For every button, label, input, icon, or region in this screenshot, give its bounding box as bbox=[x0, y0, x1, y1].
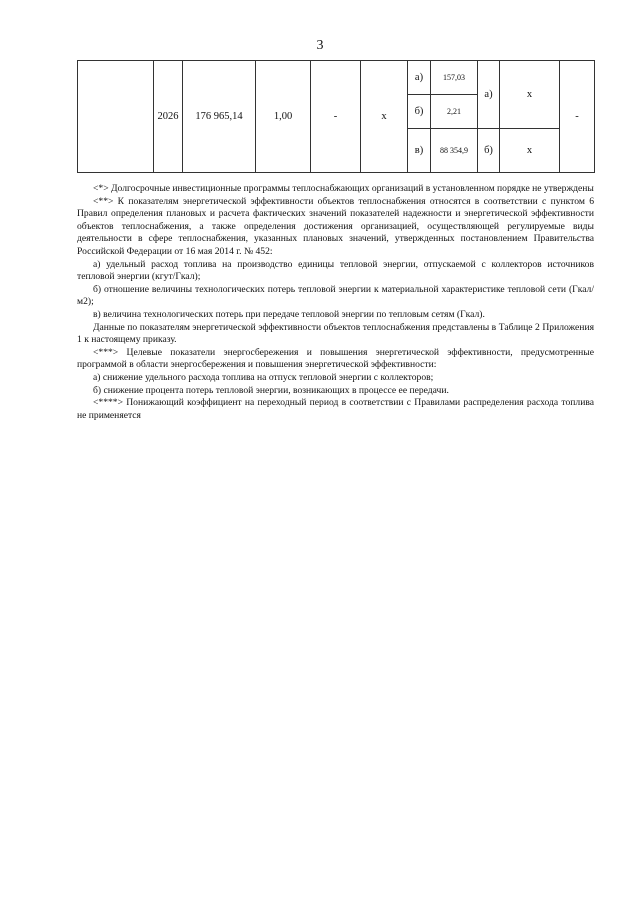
sub-value-v: 88 354,9 bbox=[431, 129, 478, 173]
note-4: <****> Понижающий коэффициент на переходный период в соответствии с Правилами распределения расхода топлива не применяется bbox=[77, 397, 594, 421]
last-col-cell: - bbox=[560, 61, 595, 173]
note-2c: в) величина технологических потерь при передаче тепловой энергии по тепловым сетям (Гкал). bbox=[93, 308, 485, 320]
sub-letter-b: б) bbox=[408, 95, 431, 129]
note-2-data: Данные по показателям энергетической эффективности объектов теплоснабжения представлены в Таблице 2 Приложения 1 к настоящему приказу. bbox=[77, 321, 594, 346]
page-number: 3 bbox=[316, 38, 324, 53]
sub-value-a: 157,03 bbox=[431, 61, 478, 95]
coefficient-cell: 1,00 bbox=[256, 61, 311, 173]
dash-cell: - bbox=[311, 61, 361, 173]
right-letter-b: б) bbox=[478, 129, 500, 173]
year-cell: 2026 bbox=[154, 61, 183, 173]
right-value-b: х bbox=[500, 129, 560, 173]
note-3: <***> Целевые показатели энергосбережения и повышения энергетической эффективности, предусмотренные программой в области энергосбережения и повышения энергетической эффективности: bbox=[77, 346, 594, 371]
right-value-a: х bbox=[500, 61, 560, 129]
note-2b: б) отношение величины технологических потерь тепловой энергии к материальной характеристике тепловой сети (Гкал/м2); bbox=[77, 283, 594, 308]
sub-value-b: 2,21 bbox=[431, 95, 478, 129]
note-3b: б) снижение процента потерь тепловой энергии, возникающих в процессе ее передачи. bbox=[93, 384, 449, 396]
note-3a: а) снижение удельного расхода топлива на отпуск тепловой энергии с коллекторов; bbox=[93, 371, 434, 383]
note-1: <*> Долгосрочные инвестиционные программы теплоснабжающих организаций в установленном порядке не утверждены bbox=[93, 183, 594, 194]
note-2: <**> К показателям энергетической эффективности объектов теплоснабжения относятся в соответствии с пунктом 6 Правил определения плановых и расчета фактических значений показателей надежности и энергетической эффективности объектов теплоснабжения, а также определения достижения организацией, осуществляющей регулируемые виды деятельности в сфере теплоснабжения, указанных плановых значений, утвержденных постановлением Правительства Российской Федерации от 16 мая 2014 г. № 452: bbox=[77, 195, 594, 257]
sub-letter-a: а) bbox=[408, 61, 431, 95]
footnotes bbox=[77, 183, 594, 422]
empty-cell bbox=[78, 61, 154, 173]
amount-cell: 176 965,14 bbox=[183, 61, 256, 173]
indicator-table bbox=[77, 60, 595, 173]
sub-letter-v: в) bbox=[408, 129, 431, 173]
right-letter-a: а) bbox=[478, 61, 500, 129]
x-cell: х bbox=[361, 61, 408, 173]
note-2a: а) удельный расход топлива на производство единицы тепловой энергии, отпускаемой с коллекторов источников тепловой энергии (кгут/Гкал); bbox=[77, 258, 594, 283]
